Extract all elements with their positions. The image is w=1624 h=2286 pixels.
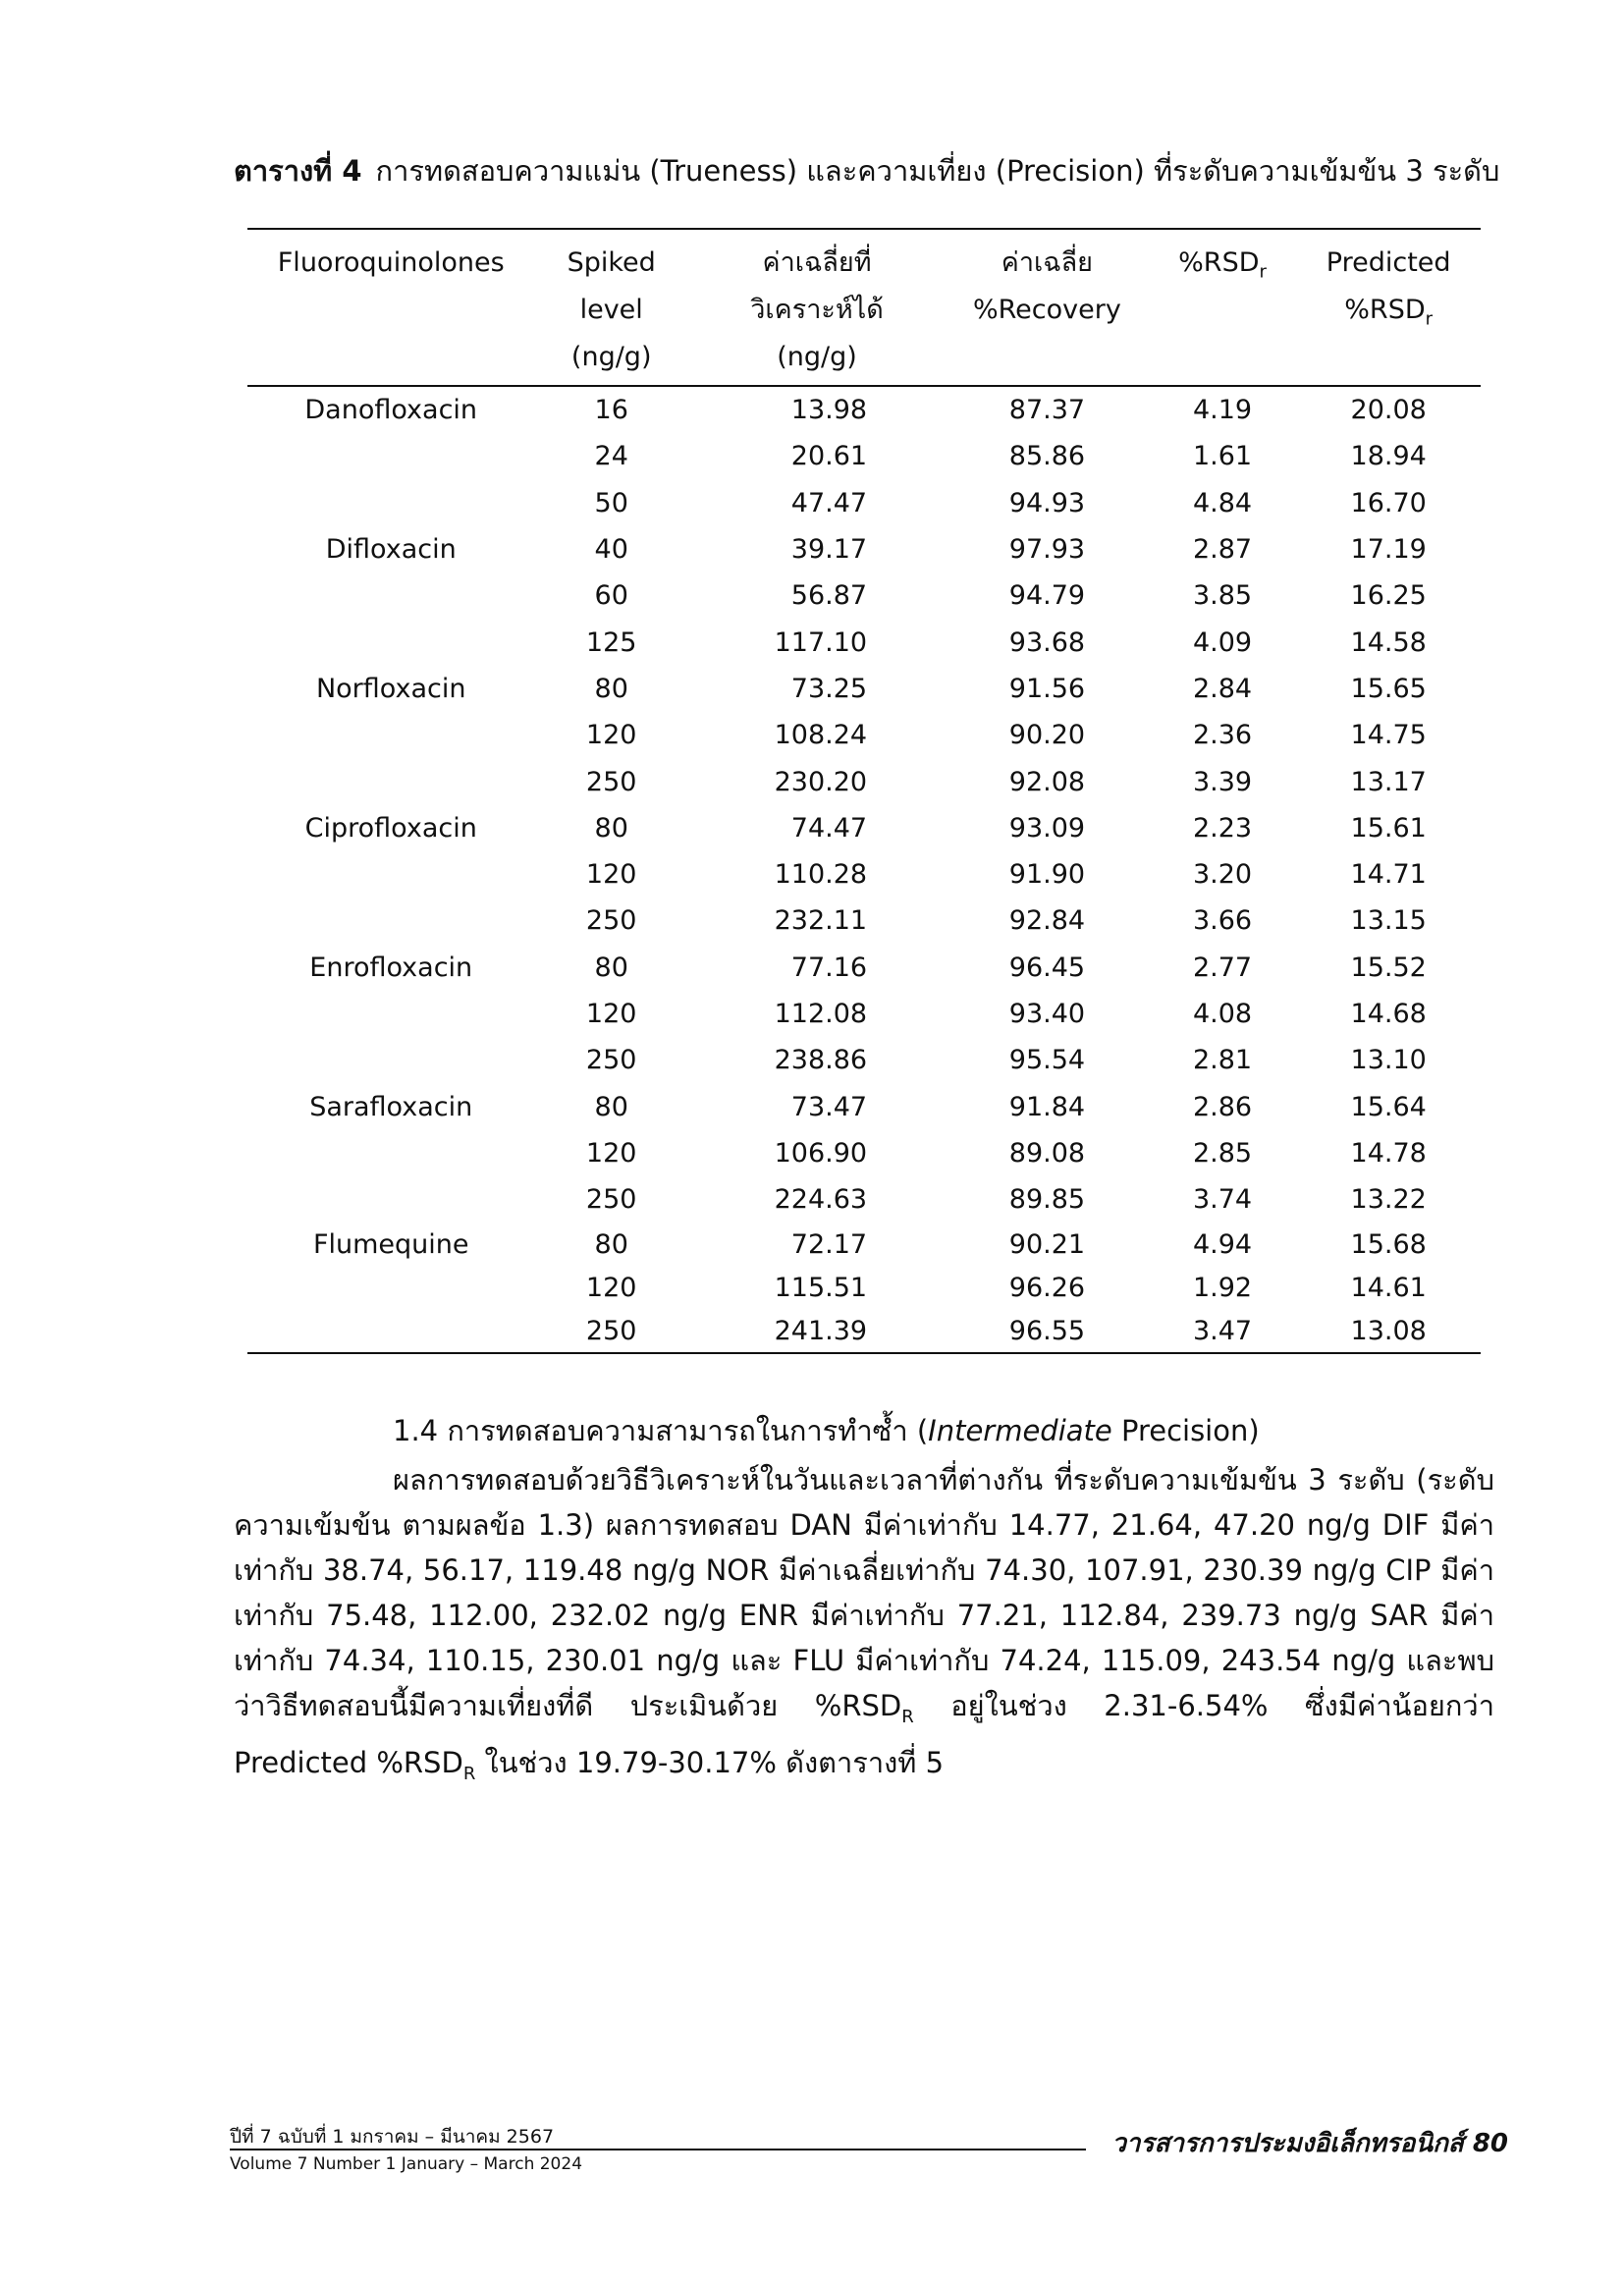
footer-divider [230,2149,1086,2150]
predicted-rsd-cell: 13.22 [1350,1184,1427,1216]
recovery-cell: 94.93 [1008,487,1086,518]
mean-analyzed-cell: 77.16 [790,952,868,983]
mean-analyzed-cell: 224.63 [774,1184,868,1216]
header-line: ค่าเฉลี่ยที่ [762,247,872,278]
table-row [247,666,1481,712]
compound-cell [247,480,534,526]
mean-analyzed-cell: 230.20 [774,766,868,797]
header-line: Spiked [567,247,656,278]
table-row [247,1223,1481,1266]
header-subscript: r [1259,261,1267,283]
rsd-cell: 2.77 [1192,952,1253,983]
rsd-cell: 4.19 [1192,395,1253,426]
compound-cell: Flumequine [312,1228,469,1260]
spiked-level-cell: 16 [594,395,628,426]
mean-analyzed-cell: 72.17 [790,1228,868,1260]
compound-cell [247,712,534,758]
compound-cell: Difloxacin [325,534,457,566]
predicted-rsd-cell: 15.68 [1350,1228,1427,1260]
mean-analyzed-cell: 106.90 [774,1137,868,1169]
trueness-precision-table [247,228,1481,1354]
rsd-cell: 3.74 [1192,1184,1253,1216]
predicted-rsd-cell: 14.68 [1350,999,1427,1029]
header-line: (ng/g) [777,342,857,372]
compound-cell: Enrofloxacin [309,952,473,983]
header-mean-analyzed [688,229,946,386]
predicted-rsd-cell: 14.61 [1350,1272,1427,1303]
table-row [247,1130,1481,1176]
footer-issue-english: Volume 7 Number 1 January – March 2024 [230,2154,583,2174]
compound-cell [247,1176,534,1223]
header-line [1149,240,1297,296]
predicted-rsd-cell: 13.17 [1350,766,1427,797]
rsd-cell: 3.85 [1192,580,1253,612]
predicted-rsd-cell: 15.64 [1350,1091,1427,1122]
recovery-cell: 90.21 [1008,1228,1086,1260]
table-row [247,1266,1481,1309]
table-row [247,991,1481,1037]
mean-analyzed-cell: 115.51 [774,1272,868,1303]
spiked-level-cell: 60 [594,580,628,612]
rsd-cell: 2.36 [1192,720,1253,751]
table-row [247,805,1481,851]
rsd-cell: 2.85 [1192,1137,1253,1169]
header-line: level [579,295,643,325]
spiked-level-cell: 250 [585,1045,637,1076]
predicted-rsd-cell: 14.71 [1350,859,1427,891]
table-row [247,572,1481,619]
mean-analyzed-cell: 117.10 [774,626,868,658]
spiked-level-cell: 120 [585,999,637,1029]
spiked-level-cell: 80 [594,812,628,844]
recovery-cell: 92.84 [1008,905,1086,937]
mean-analyzed-cell: 73.25 [790,673,868,704]
recovery-cell: 96.55 [946,1309,1149,1353]
spiked-level-cell: 50 [594,487,628,518]
spiked-level-cell: 250 [585,905,637,937]
table-row [247,851,1481,898]
table-row [247,1083,1481,1129]
table-row [247,898,1481,944]
table-caption [234,149,1500,192]
header-line: (ng/g) [570,342,652,372]
compound-cell [247,433,534,479]
spiked-level-cell: 40 [594,534,628,566]
header-line [1296,287,1481,343]
recovery-cell: 96.45 [1008,952,1086,983]
predicted-rsd-cell: 15.65 [1350,673,1427,704]
predicted-rsd-cell: 13.10 [1350,1045,1427,1076]
header-spiked-level [534,229,688,386]
rsd-cell: 2.87 [1192,534,1253,566]
spiked-level-cell: 250 [585,1184,637,1216]
footer-journal-page: วารสารการประมงอิเล็กทรอนิกส์ 80 [1111,2129,1508,2158]
rsd-cell: 4.94 [1192,1228,1253,1260]
section-heading [393,1408,1260,1453]
predicted-rsd-cell: 18.94 [1350,441,1427,472]
header-line: ค่าเฉลี่ย [1001,247,1094,278]
compound-cell [247,991,534,1037]
spiked-level-cell: 120 [585,859,637,891]
mean-analyzed-cell: 39.17 [790,534,868,566]
spiked-level-cell: 120 [585,1137,637,1169]
rsd-cell: 2.23 [1192,812,1253,844]
rsd-cell: 2.86 [1192,1091,1253,1122]
table-row [247,1037,1481,1083]
table-row [247,712,1481,758]
predicted-rsd-cell: 17.19 [1350,534,1427,566]
table-header-row [247,229,1481,386]
header-line: Predicted [1326,247,1451,278]
recovery-cell: 94.79 [1008,580,1086,612]
rsd-cell: 2.81 [1192,1045,1253,1076]
predicted-rsd-cell: 16.70 [1350,487,1427,518]
recovery-cell: 91.84 [1008,1091,1086,1122]
spiked-level-cell: 80 [594,1228,628,1260]
rsd-cell: 1.92 [1192,1272,1253,1303]
mean-analyzed-cell: 20.61 [790,441,868,472]
recovery-cell: 91.90 [1008,859,1086,891]
rsd-cell: 1.61 [1192,441,1253,472]
mean-analyzed-cell: 241.39 [688,1309,946,1353]
predicted-rsd-cell: 14.75 [1350,720,1427,751]
rsd-cell: 2.84 [1192,673,1253,704]
spiked-level-cell: 80 [594,673,628,704]
spiked-level-cell: 250 [534,1309,688,1353]
mean-analyzed-cell: 56.87 [790,580,868,612]
header-subscript: r [1425,308,1434,330]
spiked-level-cell: 120 [585,720,637,751]
table-body [247,386,1481,1353]
table-row [247,619,1481,665]
table-caption-label: ตารางที่ 4 [234,154,362,188]
recovery-cell: 91.56 [1008,673,1086,704]
spiked-level-cell: 80 [594,1091,628,1122]
predicted-rsd-cell: 13.08 [1296,1309,1481,1353]
footer-issue [230,2123,582,2178]
spiked-level-cell: 80 [594,952,628,983]
spiked-level-cell: 120 [585,1272,637,1303]
predicted-rsd-cell: 16.25 [1350,580,1427,612]
mean-analyzed-cell: 110.28 [774,859,868,891]
results-table-container [247,228,1481,1354]
paragraph-text: ผลการทดสอบด้วยวิธีวิเคราะห์ในวันและเวลาที่ต่างกัน ที่ระดับความเข้มข้น 3 ระดับ (ระดับความเข้มข้น ตามผลข้อ 1.3) ผลการทดสอบ DAN มีค่าเท่ากับ 14.77, 21.64, 47.20 ng/g DIF มีค่าเท่ากับ 38.74, 56.17, 119.48 ng/g NOR มีค่าเฉลี่ยเท่ากับ 74.30, 107.91, 230.39 ng/g CIP มีค่าเท่ากับ 75.48, 112.00, 232.02 ng/g ENR มีค่าเท่ากับ 77.21, 112.84, 239.73 ng/g SAR มีค่าเท่ากับ 74.34, 110.15, 230.01 ng/g และ FLU มีค่าเท่ากับ 74.24, 115.09, 243.54 ng/g และพบว่าวิธีทดสอบนี้มีความเที่ยงที่ดี ประเมินด้วย %RSD [234,1463,1494,1722]
table-row [247,433,1481,479]
header-line: Fluoroquinolones [277,247,505,278]
rsd-cell: 3.66 [1192,905,1253,937]
section-heading-prefix: 1.4 การทดสอบความสามารถในการทำซ้ำ ( [393,1414,929,1447]
recovery-cell: 96.26 [1008,1272,1086,1303]
compound-cell: Danofloxacin [304,395,478,426]
recovery-cell: 85.86 [1008,441,1086,472]
recovery-cell: 97.93 [1008,534,1086,566]
footer-issue-thai: ปีที่ 7 ฉบับที่ 1 มกราคม – มีนาคม 2567 [230,2126,555,2148]
paragraph-subscript: R [901,1706,914,1727]
recovery-cell: 87.37 [1008,395,1086,426]
mean-analyzed-cell: 108.24 [774,720,868,751]
predicted-rsd-cell: 20.08 [1350,395,1427,426]
compound-cell: Ciprofloxacin [304,812,477,844]
compound-cell [247,1266,534,1309]
section-heading-italic: Intermediate [928,1414,1112,1447]
recovery-cell: 95.54 [1008,1045,1086,1076]
header-rsd-r [1149,229,1297,386]
rsd-cell: 3.39 [1192,766,1253,797]
recovery-cell: 93.40 [1008,999,1086,1029]
recovery-cell: 92.08 [1008,766,1086,797]
mean-analyzed-cell: 47.47 [790,487,868,518]
table-caption-text: การทดสอบความแม่น (Trueness) และความเที่ยง (Precision) ที่ระดับความเข้มข้น 3 ระดับ [375,154,1500,188]
recovery-cell: 89.85 [1008,1184,1086,1216]
recovery-cell: 93.09 [1008,812,1086,844]
compound-cell [247,1037,534,1083]
table-row [247,386,1481,433]
mean-analyzed-cell: 232.11 [774,905,868,937]
table-row [247,1176,1481,1223]
predicted-rsd-cell: 14.58 [1350,626,1427,658]
compound-cell: Sarafloxacin [309,1091,473,1122]
header-predicted-rsd-r [1296,229,1481,386]
compound-cell [247,619,534,665]
compound-cell [247,758,534,804]
compound-cell [247,1309,534,1353]
spiked-level-cell: 24 [594,441,628,472]
mean-analyzed-cell: 13.98 [790,395,868,426]
compound-cell: Norfloxacin [315,673,466,704]
predicted-rsd-cell: 13.15 [1350,905,1427,937]
mean-analyzed-cell: 74.47 [790,812,868,844]
predicted-rsd-cell: 14.78 [1350,1137,1427,1169]
paragraph-text: ในช่วง 19.79-30.17% ดังตารางที่ 5 [475,1745,945,1779]
section-heading-suffix: Precision) [1111,1414,1260,1447]
spiked-level-cell: 125 [585,626,637,658]
rsd-cell: 4.09 [1192,626,1253,658]
table-row [247,526,1481,572]
rsd-cell: 4.84 [1192,487,1253,518]
compound-cell [247,1130,534,1176]
rsd-cell: 4.08 [1192,999,1253,1029]
compound-cell [247,572,534,619]
recovery-cell: 93.68 [1008,626,1086,658]
header-text: %RSD [1178,247,1260,278]
header-line: วิเคราะห์ได้ [750,295,884,325]
spiked-level-cell: 250 [585,766,637,797]
predicted-rsd-cell: 15.61 [1350,812,1427,844]
paragraph-text: อยู่ในช่วง 2.31-6.54% ซึ่งมีค่าน้อยกว่า Predicted %RSD [234,1689,1495,1779]
compound-cell [247,851,534,898]
section-paragraph [234,1457,1494,1797]
table-row [247,1309,1481,1353]
recovery-cell: 89.08 [1008,1137,1086,1169]
table-row [247,480,1481,526]
rsd-cell: 3.47 [1149,1309,1297,1353]
header-text: %RSD [1344,295,1426,325]
compound-cell [247,898,534,944]
table-row [247,945,1481,991]
mean-analyzed-cell: 112.08 [774,999,868,1029]
rsd-cell: 3.20 [1192,859,1253,891]
header-fluoroquinolones [247,229,534,386]
mean-analyzed-cell: 73.47 [790,1091,868,1122]
paragraph-subscript: R [462,1763,476,1784]
header-line: %Recovery [972,295,1121,325]
table-header [247,229,1481,386]
recovery-cell: 90.20 [1008,720,1086,751]
predicted-rsd-cell: 15.52 [1350,952,1427,983]
header-mean-recovery [946,229,1149,386]
table-row [247,758,1481,804]
mean-analyzed-cell: 238.86 [774,1045,868,1076]
